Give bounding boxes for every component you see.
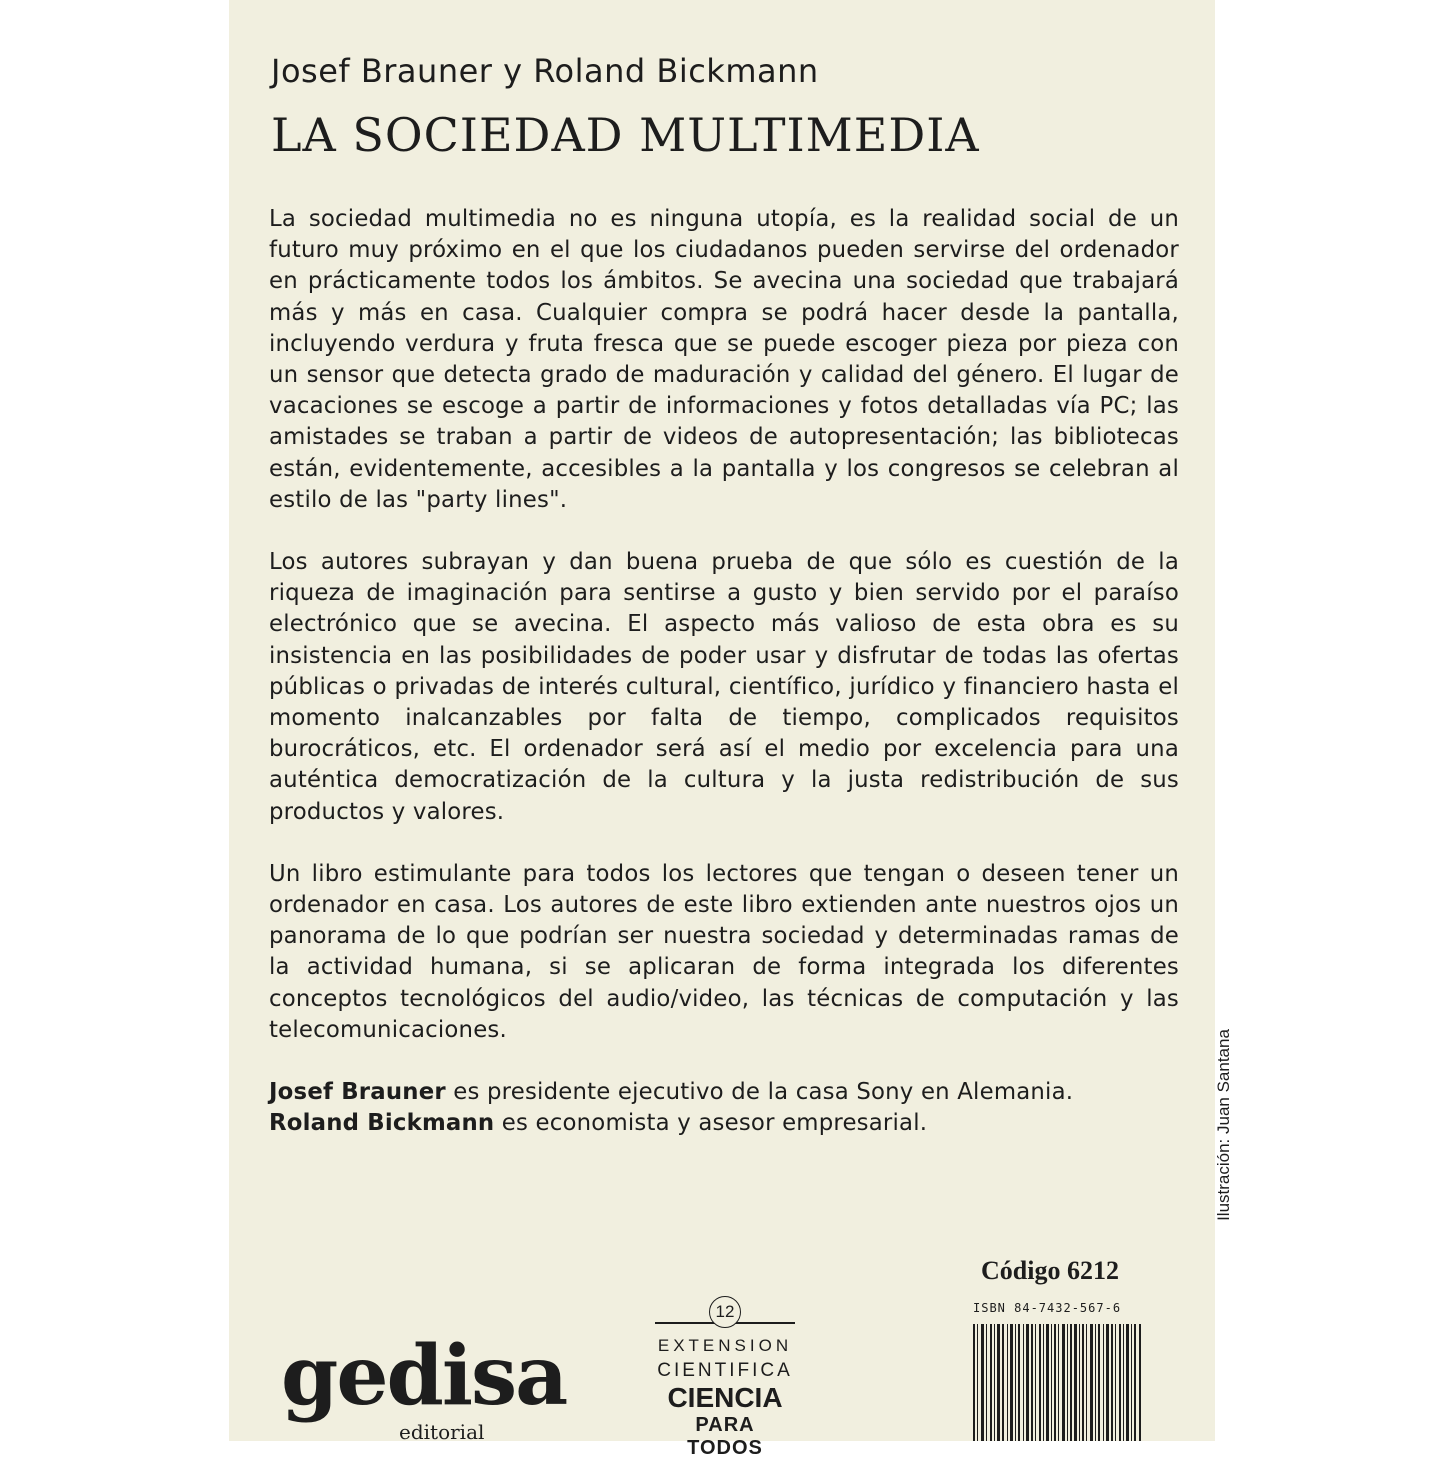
- series-line-3: CIENCIA: [667, 1382, 783, 1413]
- author-bio-text-2: es economista y asesor empresarial.: [494, 1110, 928, 1137]
- series-line-4: PARA TODOS: [687, 1414, 763, 1459]
- barcode-icon: [973, 1324, 1143, 1441]
- codigo-label: Código 6212: [981, 1256, 1119, 1285]
- series-line-2: CIENTIFICA: [657, 1360, 793, 1381]
- book-title: LA SOCIEDAD MULTIMEDIA: [271, 108, 980, 162]
- blurb-paragraph-3: Un libro estimulante para todos los lectores que tengan o deseen tener un ordenador en casa. Los autores de este libro extienden ante nuestros ojos un panorama de lo que podrían ser nuestra sociedad y determinadas ramas de la actividad humana, si se aplicaran de forma integrada los diferentes conceptos tecnológicos del audio/video, las técnicas de computación y las telecomunicaciones.: [269, 860, 1179, 1043]
- blurb: [269, 204, 1179, 1139]
- illustration-credit-text: Ilustración: Juan Santana: [1214, 1029, 1233, 1221]
- publisher-subtitle: editorial: [399, 1420, 485, 1444]
- series-line-1: EXTENSION: [657, 1336, 793, 1355]
- blurb-paragraph-2: Los autores subrayan y dan buena prueba de que sólo es cuestión de la riqueza de imaginación para sentirse a gusto y bien servido por el paraíso electrónico que se avecina. El aspecto más valioso de esta obra es su insistencia en las posibilidades de poder usar y disfrutar de todas las ofertas públicas o privadas de interés cultural, científico, jurídico y financiero hasta el momento inalcanzables por falta de tiempo, complicados requisitos burocráticos, etc. El ordenador será así el medio por excelencia para una auténtica democratización de la cultura y la justa redistribución de sus productos y valores.: [269, 549, 1179, 825]
- blurb-paragraph-1: La sociedad multimedia no es ninguna utopía, es la realidad social de un futuro muy próximo en el que los ciudadanos pueden servirse del ordenador en prácticamente todos los ámbitos. Se avecina una sociedad que trabajará más y más en casa. Cualquier compra se podrá hacer desde la pantalla, incluyendo verdura y fruta fresca que se puede escoger pieza por pieza con un sensor que detecta grado de maduración y calidad del género. El lugar de vacaciones se escoge a partir de informaciones y fotos detalladas vía PC; las amistades se traban a partir de videos de autopresentación; las bibliotecas están, evidentemente, accesibles a la pantalla y los congresos se celebran al estilo de las "party lines".: [269, 206, 1179, 513]
- isbn-label: ISBN 84-7432-567-6: [973, 1301, 1122, 1315]
- authors-line: Josef Brauner y Roland Bickmann: [271, 52, 819, 90]
- illustration-credit: [1212, 998, 1236, 1252]
- author-bio-1: [269, 1077, 1179, 1108]
- back-cover: [229, 0, 1233, 1459]
- author-name-brauner: Josef Brauner: [269, 1079, 446, 1106]
- publisher-logo: gedisa: [281, 1328, 567, 1424]
- author-name-bickmann: Roland Bickmann: [269, 1110, 495, 1137]
- author-bio-text-1: es presidente ejecutivo de la casa Sony en Alemania.: [445, 1079, 1074, 1106]
- author-bio-2: [269, 1108, 1179, 1139]
- series-number: 12: [709, 1296, 741, 1328]
